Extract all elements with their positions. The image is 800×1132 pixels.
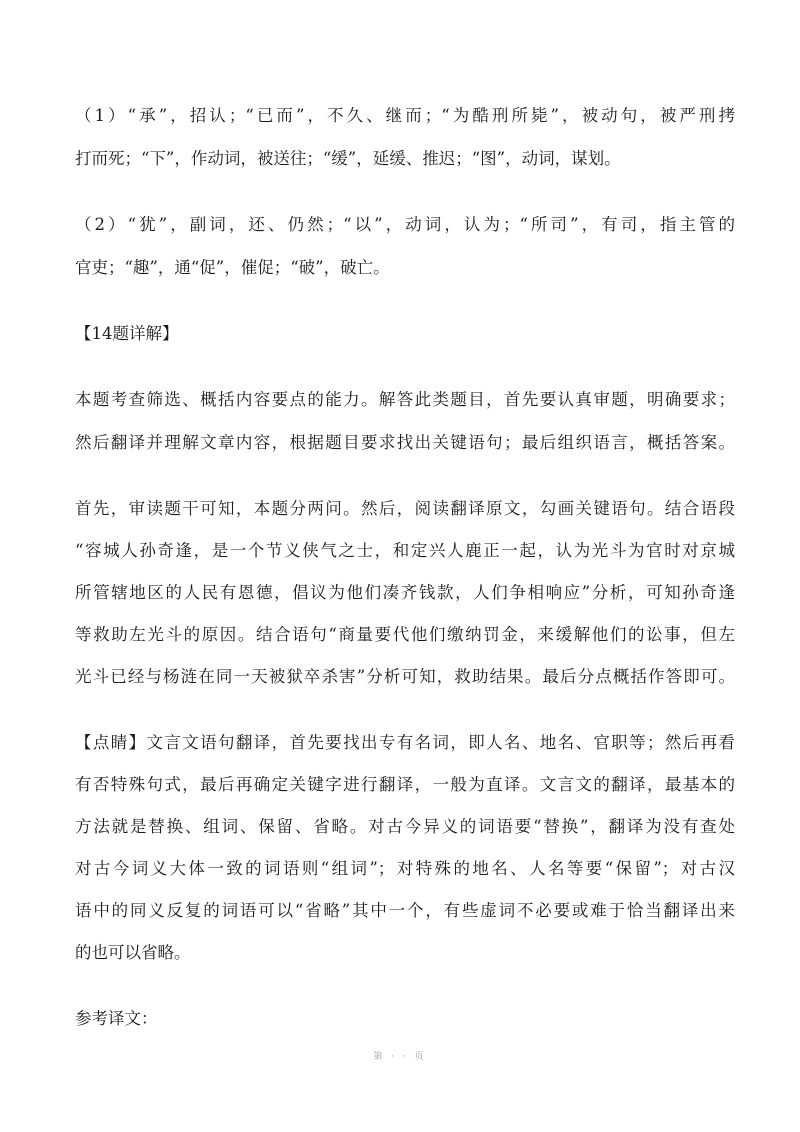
q13-part2-line-2: 官吏；“趣”，通“促”，催促；“破”，破亡。 (75, 258, 390, 277)
q14-analysis-line-4: 等救助左光斗的原因。结合语句“商量要代他们缴纳罚金，来缓解他们的讼事，但左 (75, 625, 735, 644)
q14-intro-line-1: 本题考查筛选、概括内容要点的能力。解答此类题目，首先要认真审题，明确要求； (75, 390, 735, 409)
dianjing-line-1: 【点睛】文言文语句翻译，首先要找出专有名词，即人名、地名、官职等；然后再看 (75, 733, 735, 752)
q14-intro-line-2: 然后翻译并理解文章内容，根据题目要求找出关键语句；最后组织语言，概括答案。 (75, 433, 735, 452)
reference-translation-label: 参考译文： (75, 1009, 158, 1028)
q13-part2-line-1: （2）“犹”，副词，还、仍然；“以”，动词，认为；“所司”，有司，指主管的 (75, 215, 735, 234)
q14-analysis-line-3: 所管辖地区的人民有恩德，倡议为他们凑齐钱款，人们争相响应”分析，可知孙奇逢 (75, 583, 735, 602)
dianjing-line-5: 语中的同义反复的词语可以“省略”其中一个，有些虚词不必要或难于恰当翻译出来 (75, 901, 735, 920)
q13-part1-line-1: （1）“承”，招认；“已而”，不久、继而；“为酷刑所毙”，被动句，被严刑拷 (75, 106, 735, 125)
q14-analysis-line-2: “容城人孙奇逢，是一个节义侠气之士，和定兴人鹿正一起，认为光斗为官时对京城 (75, 541, 735, 560)
dianjing-line-6: 的也可以省略。 (75, 943, 191, 962)
q13-part1-line-2: 打而死；“下”，作动词，被送往；“缓”，延缓、推迟；“图”，动词，谋划。 (75, 149, 621, 168)
q14-heading: 【14题详解】 (75, 324, 179, 343)
q14-analysis-line-1: 首先，审读题干可知，本题分两问。然后，阅读翻译原文，勾画关键语句。结合语段 (75, 499, 735, 518)
dianjing-line-3: 方法就是替换、组词、保留、省略。对古今异义的词语要“替换”，翻译为没有查处 (75, 817, 735, 836)
page-number-footer: 第 · · 页 (373, 1052, 427, 1062)
dianjing-line-2: 有否特殊句式，最后再确定关键字进行翻译，一般为直译。文言文的翻译，最基本的 (75, 775, 735, 794)
dianjing-line-4: 对古今词义大体一致的词语则“组词”；对特殊的地名、人名等要“保留”；对古汉 (75, 859, 735, 878)
q14-analysis-line-5: 光斗已经与杨涟在同一天被狱卒杀害”分析可知，救助结果。最后分点概括作答即可。 (75, 667, 735, 686)
